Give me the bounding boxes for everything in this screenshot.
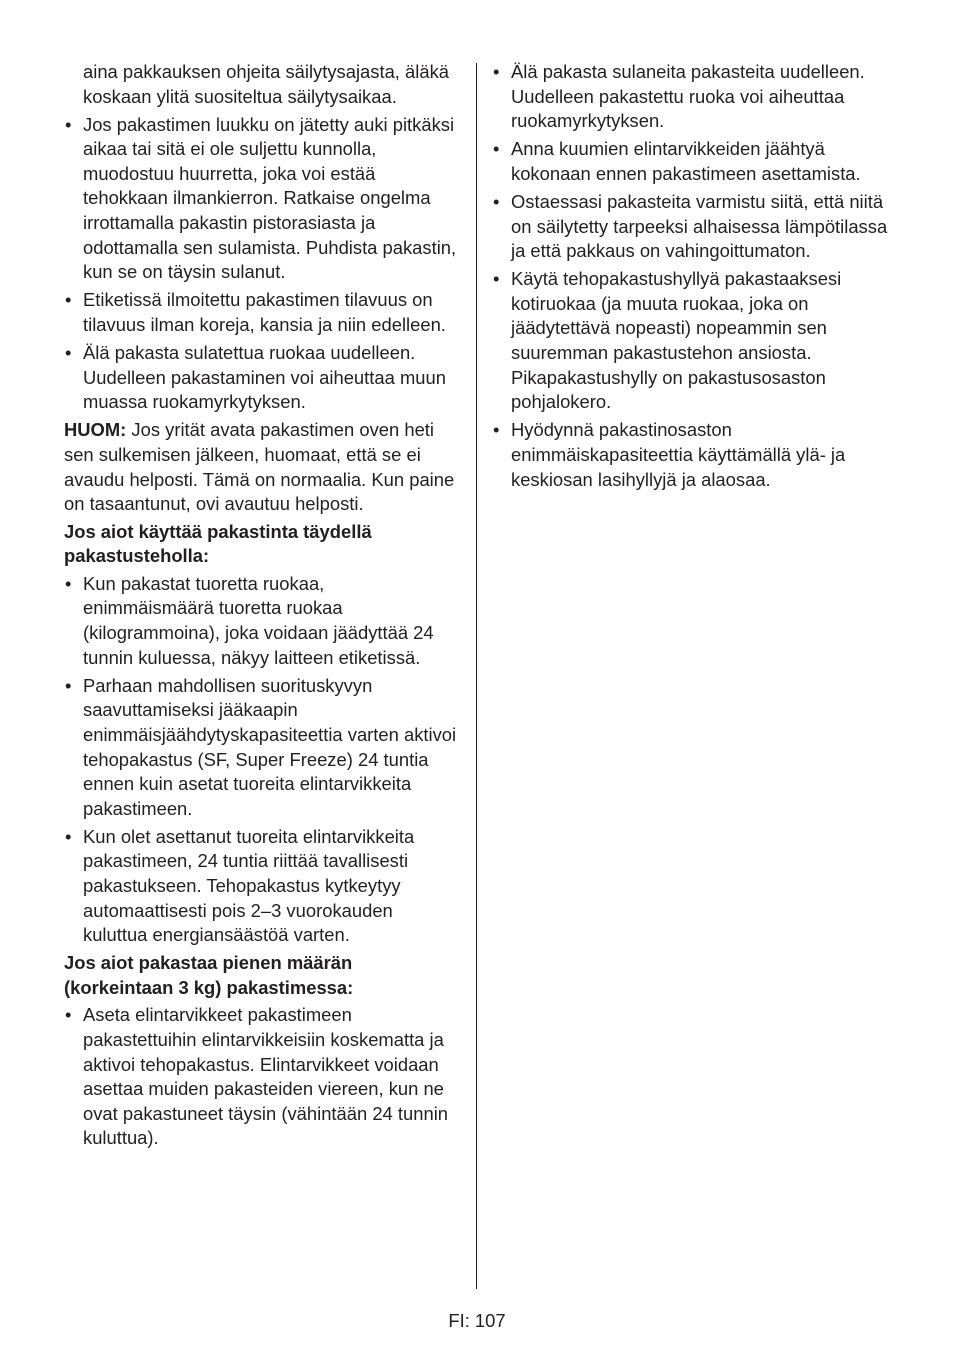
list-item bbox=[492, 137, 892, 186]
bullet-list-2 bbox=[64, 572, 459, 948]
bullet-list-3 bbox=[64, 1003, 459, 1151]
bullet-marker: • bbox=[65, 113, 72, 135]
note-paragraph bbox=[64, 418, 459, 516]
list-item-text: Älä pakasta sulaneita pakasteita uudelleen. Uudelleen pakastettu ruoka voi aiheuttaa ruokamyrkytyksen. bbox=[511, 61, 865, 132]
bullet-list-right bbox=[492, 60, 892, 492]
list-item-text: Ostaessasi pakasteita varmistu siitä, että niitä on säilytetty tarpeeksi alhaisessa lämpötilassa ja että pakkaus on vahingoittumaton. bbox=[511, 190, 888, 262]
list-item bbox=[64, 341, 459, 415]
column-divider bbox=[476, 63, 477, 1289]
list-item-text: Käytä tehopakastushyllyä pakastaaksesi kotiruokaa (ja muuta ruokaa, joka on jäädytettävä nopeasti) nopeammin sen suuremman pakastustehon ansiosta. Pikapakastushylly on pakastusosaston pohjalokero. bbox=[511, 268, 842, 413]
bullet-marker: • bbox=[65, 674, 72, 696]
section-heading-small-amount: Jos aiot pakastaa pienen määrän (korkeintaan 3 kg) pakastimessa: bbox=[64, 952, 354, 998]
list-item bbox=[492, 267, 892, 415]
continued-text: aina pakkauksen ohjeita säilytysajasta, äläkä koskaan ylitä suositeltua säilytysaikaa. bbox=[83, 61, 449, 107]
bullet-marker: • bbox=[493, 61, 500, 82]
list-item bbox=[492, 190, 892, 264]
left-column bbox=[64, 60, 459, 1155]
page-number: FI: 107 bbox=[448, 1310, 506, 1331]
bullet-marker: • bbox=[65, 572, 72, 594]
list-item bbox=[64, 113, 459, 285]
bullet-marker: • bbox=[65, 825, 72, 847]
bullet-marker: • bbox=[493, 190, 500, 212]
list-item-text: Jos pakastimen luukku on jätetty auki pitkäksi aikaa tai sitä ei ole suljettu kunnolla, muodostuu huurretta, joka voi estää tehokkaan ilmankierron. Ratkaise ongelma irrottamalla pakastin pistorasiasta ja odottamalla sen sulamista. Puhdista pakastin, kun se on täysin sulanut. bbox=[83, 113, 457, 283]
list-item-text: Anna kuumien elintarvikkeiden jäähtyä kokonaan ennen pakastimeen asettamista. bbox=[511, 138, 861, 184]
list-item-text: Aseta elintarvikkeet pakastimeen pakastettuihin elintarvikkeisiin koskematta ja aktivoi tehopakastus. Elintarvikkeet voidaan asettaa muiden pakasteiden viereen, kun ne ovat pakastuneet täysin (vähintään 24 tunnin kuluttua). bbox=[83, 1004, 449, 1149]
bullet-marker: • bbox=[493, 138, 500, 160]
list-item-text: Parhaan mahdollisen suorituskyvyn saavuttamiseksi jääkaapin enimmäisjäähdytyskapasiteettia varten aktivoi tehopakastus (SF, Super Freeze) 24 tuntia ennen kuin asetat tuoreita elintarvikkeita pakastimeen. bbox=[83, 674, 457, 819]
list-item bbox=[64, 1003, 459, 1151]
list-item bbox=[64, 674, 459, 822]
bullet-marker: • bbox=[65, 289, 72, 311]
list-item-text: Kun pakastat tuoretta ruokaa, enimmäismäärä tuoretta ruokaa (kilogrammoina), joka voidaan jäädyttää 24 tunnin kuluessa, näkyy laitteen etiketissä. bbox=[83, 572, 434, 668]
list-item bbox=[64, 572, 459, 670]
bullet-marker: • bbox=[65, 342, 72, 364]
list-item bbox=[492, 60, 892, 134]
bullet-list-1 bbox=[64, 113, 459, 415]
bullet-marker: • bbox=[493, 268, 500, 290]
list-item bbox=[64, 288, 459, 337]
bullet-marker: • bbox=[65, 1004, 72, 1026]
list-item-text: Älä pakasta sulatettua ruokaa uudelleen. Uudelleen pakastaminen voi aiheuttaa muun muassa ruokamyrkytyksen. bbox=[83, 342, 446, 413]
list-item-text: Etiketissä ilmoitettu pakastimen tilavuus on tilavuus ilman koreja, kansia ja niin edelleen. bbox=[83, 289, 446, 335]
note-label: HUOM: bbox=[64, 419, 127, 441]
section-heading-full-power: Jos aiot käyttää pakastinta täydellä pakastusteholla: bbox=[64, 520, 372, 567]
note-text: Jos yrität avata pakastimen oven heti sen sulkemisen jälkeen, huomaat, että se ei avaudu helposti. Tämä on normaalia. Kun paine on tasaantunut, ovi avautuu helposti. bbox=[64, 419, 455, 515]
list-item-text: Kun olet asettanut tuoreita elintarvikkeita pakastimeen, 24 tuntia riittää tavallisesti pakastukseen. Tehopakastus kytkeytyy automaattisesti pois 2–3 vuorokauden kuluttua energiansäästöä varten. bbox=[83, 825, 415, 946]
list-item bbox=[64, 825, 459, 948]
list-item-text: Hyödynnä pakastinosaston enimmäiskapasiteettia käyttämällä ylä- ja keskiosan lasihyllyjä ja alaosaa. bbox=[511, 419, 846, 490]
bullet-marker: • bbox=[493, 419, 500, 441]
right-column bbox=[492, 60, 892, 496]
list-item bbox=[492, 418, 892, 492]
